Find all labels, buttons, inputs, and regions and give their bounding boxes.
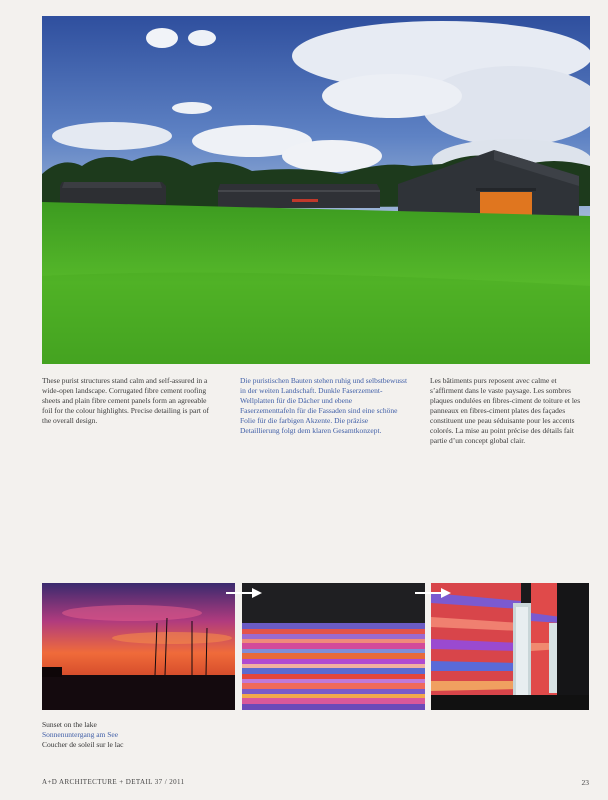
caption-french: Les bâtiments purs reposent avec calme et s’affirment dans le vaste paysage. Les sombres plaques ondulées en fibres-ciment de toiture et les panneaux en fibres-ciment plates des façades constituent une peau séduisante pour les accents colorés. La mise au point précise des détails fait partie d’un concept global clair.	[430, 376, 581, 445]
image-caption	[42, 720, 123, 750]
publication-footer: A+D ARCHITECTURE + DETAIL 37 / 2011	[42, 778, 185, 786]
right-arrow-icon	[224, 586, 264, 600]
caption-german: Die puristischen Bauten stehen ruhig und selbstbewusst in der weiten Landschaft. Dunkle Faserzement-Wellplatten für die Dächer und ebene Faserzementtafeln für die Fassaden sind eine schöne Folie für die farbigen Akzente. Die präzise Detaillierung folgt dem klaren Gesamtkonzept.	[240, 376, 408, 435]
page-number: 23	[581, 778, 589, 787]
image-caption-english: Sunset on the lake	[42, 720, 97, 729]
striped-interior-photo	[431, 583, 589, 710]
right-arrow-icon	[413, 586, 453, 600]
image-caption-french: Coucher de soleil sur le lac	[42, 740, 124, 749]
caption-english: These purist structures stand calm and self-assured in a wide-open landscape. Corrugated fibre cement roofing sheets and plain fibre cement panels form an agreeable foil for the colour highlights. Precise detailing is part of the overall design.	[42, 376, 210, 425]
hero-photo-barns	[42, 16, 590, 364]
image-caption-german: Sonnenuntergang am See	[42, 730, 119, 739]
striped-facade-photo	[242, 583, 425, 710]
sunset-lake-photo	[42, 583, 235, 710]
